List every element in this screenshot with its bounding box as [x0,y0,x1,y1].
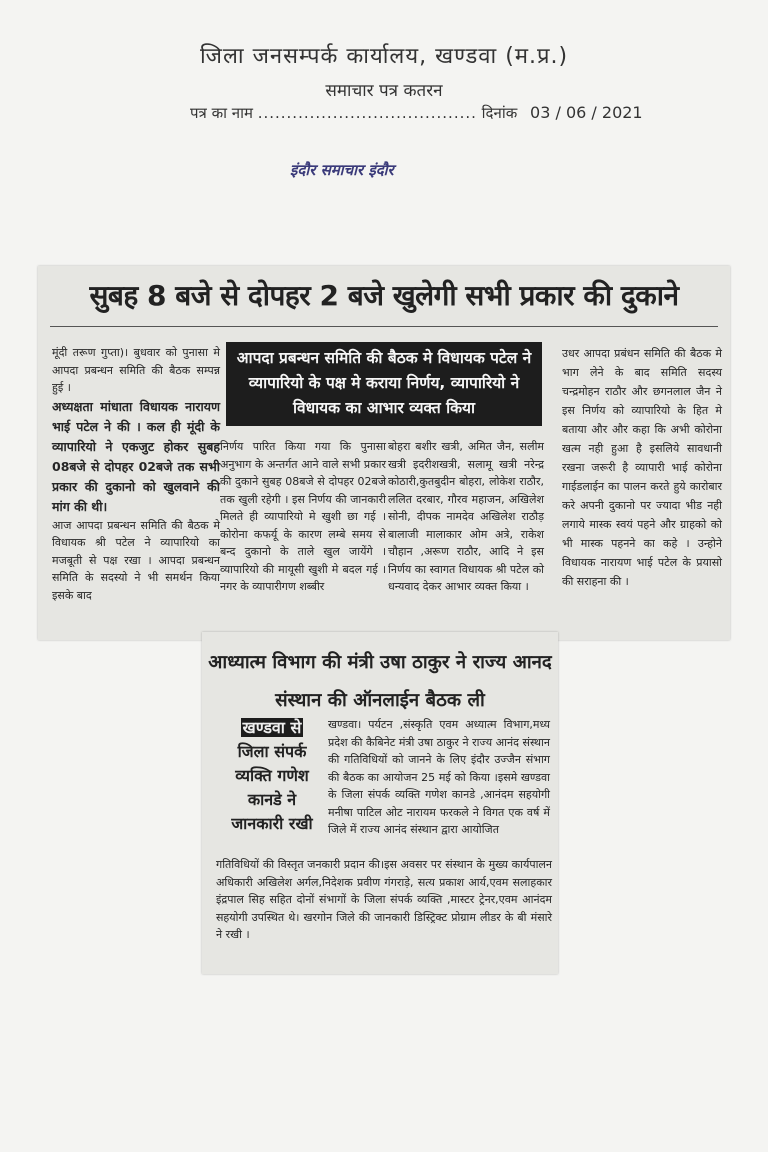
news-clipping-shops-timing [38,266,730,640]
paper-name-label: पत्र का नाम [190,104,253,122]
article-column-3: बोहरा बशीर खत्री, अमित जैन, सलीम खत्री इदरीशखत्री, सलामू खत्री नरेन्द्र कोठारी,कुतबुदीन बोहरा, लोकेश राठौर, ललित दरबार, गौरव महाजन, अखिलेश सोनी, दीपक नामदेव अखिलेश राठौड़ बालाजी मालाकार ओम अत्रे, राकेश चौहान ,अरूण राठौर, आदि ने इस निर्णय का स्वागत विधायक श्री पटेल को धन्यवाद देकर आभार व्यक्त किया । [388,440,544,593]
clipping-2-column-bottom: गतिविधियों की विस्तृत जनकारी प्रदान की।इस अवसर पर संस्थान के मुख्य कार्यपालन अधिकारी अखिलेश अर्गल,निदेशक प्रवीण गंगराड़े, सत्य प्रकाश आर्य,एवम सलाहकार इंद्रपाल सिह सहित दोनों संभागों के जिला संपर्क व्यक्ति ,मास्टर ट्रेनर,एवम आनंदम सहयोगी उपस्थित थे। खरगोन जिले की जानकारी डिस्ट्रिक्ट प्रोग्राम लीडर के बी मंसारे ने रखी । [216,858,552,941]
article-column-4: उधर आपदा प्रबंधन समिति की बैठक मे भाग लेने के बाद समिति सदस्य चन्द्रमोहन राठौर और छगनलाल जैन ने इस निर्णय को व्यापारियो के हित मे बताया और और कहा कि अभी कोरोना खत्म नही हुआ है इसलिये सावधानी रखना जरूरी है व्यापारी भाई कोरोना गाईडलाईन का पालन करते हुये कारोबार करे अपनी दुकानो पर ज्यादा भीड नही लगाये मास्क स्वयं पहने और ग्राहको को भी मास्क पहनने का कहे । उन्होने विधायक नारायण भाई पटेल के प्रयासो की सराहना की । [562,347,722,588]
office-title: जिला जनसम्पर्क कार्यालय, खण्डवा (म.प्र.) [199,44,569,69]
clipping-2-side-heading [220,716,324,836]
article-column-2: निर्णय पारित किया गया कि पुनासा अनुभाग के अन्तर्गत आने वाले सभी प्रकार की दुकाने सुबह 08बजे से दोपहर 02बजे तक खुली रहेगी । इस निर्णय की जानकारी मिलते ही व्यापारियो मे खुशी छा गई । कोरोना कफर्यू के कारण लम्बे समय से बन्द दुकानो के ताले खुल जायेंगे । व्यापारियो की मायूसी खुशी मे बदल गई । नगर के व्यापारीगण शब्बीर [220,440,386,593]
subheadline-box: आपदा प्रबन्धन समिति की बैठक मे विधायक पटेल ने व्यापारियो के पक्ष मे कराया निर्णय, व्यापारियो ने विधायक का आभार व्यक्त किया [226,342,542,426]
date-value: 03 / 06 / 2021 [530,103,643,122]
clipping-2-headline: आध्यात्म विभाग की मंत्री उषा ठाकुर ने राज्य आनद संस्थान की ऑनलाईन बैठक ली [208,652,552,711]
clipping-headline: सुबह 8 बजे से दोपहर 2 बजे खुलेगी सभी प्रकार की दुकाने [89,279,679,312]
column-1-text: आज आपदा प्रबन्धन समिति की बैठक मे विधायक श्री पटेल ने व्यापारियो का मजबूती से पक्ष रखा । आपदा प्रबन्धन समिति के सदस्यो ने भी समर्थन किया इसके बाद [52,518,220,602]
side-heading-text: जिला संपर्क व्यक्ति गणेश कानडे ने जानकारी रखी [231,742,313,833]
newspaper-name: इंदौर समाचार इंदौर [290,161,394,179]
column-1-intro: मूंदी तरूण गुप्ता)। बुधवार को पुनासा मे आपदा प्रबन्धन समिति की बैठक सम्पन्न हुई । [52,346,220,394]
clipping-2-column-top: खण्डवा। पर्यटन ,संस्कृति एवम अध्यात्म विभाग,मध्य प्रदेश की कैबिनेट मंत्री उषा ठाकुर ने राज्य आनंद संस्थान की गतिविधियों को जानने के लिए इंदौर उज्जैन संभाग की बैठक का आयोजन 25 मई को किया ।इसमे खण्डवा के जिला संपर्क व्यक्ति गणेश कानडे ,आनंदम सहयोगी मनीषा पाटिल ओट नारायम फरकले ने विगत एक वर्ष में जिले में राज्य आनंद संस्थान द्वारा आयोजित [328,718,550,836]
paper-date-line [190,103,643,123]
column-1-bold-text: अध्यक्षता मांधाता विधायक नारायण भाई पटेल ने की । कल ही मूंदी के व्यापारियो ने एकजुट होकर सुबह 08बजे से दोपहर 02बजे तक सभी प्रकार की दुकानो को खुलवाने की मांग की थी। [52,398,220,514]
article-column-1 [52,344,220,604]
clipping-subtitle: समाचार पत्र कतरन [325,81,443,101]
headline-rule [50,326,718,327]
side-heading-highlight: खण्डवा से [242,718,302,737]
paper-name-blank: ...................................... [257,104,477,122]
date-label: दिनांक [481,104,518,122]
news-clipping-anand-meeting [202,632,558,974]
